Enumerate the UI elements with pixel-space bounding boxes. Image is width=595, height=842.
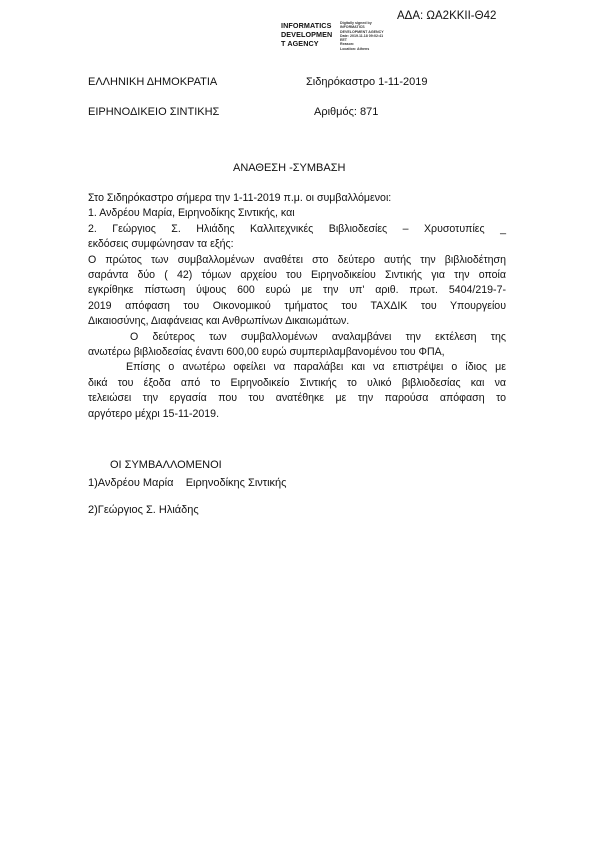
body-line: εγκρίθηκε πίστωση ύψους 600 ευρώ με την υπ' αριθ. πρωτ. 5404/219-7- bbox=[88, 284, 506, 297]
stamp-line: T AGENCY bbox=[281, 39, 319, 48]
body-line: 1. Ανδρέου Μαρία, Ειρηνοδίκης Σιντικής, και bbox=[88, 207, 295, 220]
body-line: 2019 απόφαση του Οικονομικού τμήματος του ΤΑΧΔΙΚ του Υπουργείου bbox=[88, 299, 506, 312]
digital-signature-details: Digitally signed by INFORMATICS DEVELOPMENT AGENCY Date: 2019.11.18 09:02:41 EET Reason: Location: Athens bbox=[340, 21, 384, 51]
body-line: Ο πρώτος των συμβαλλομένων αναθέτει στο δεύτερο αυτής την βιβλιοδέτηση bbox=[88, 253, 506, 266]
party-2-signature: 2)Γεώργιος Σ. Ηλιάδης bbox=[88, 504, 199, 516]
place-date: Σιδηρόκαστρο 1-11-2019 bbox=[306, 76, 428, 88]
body-line: τελειώσει την εργασία που του ανατέθηκε με την παρούσα απόφαση το bbox=[88, 392, 506, 405]
body-line: Επίσης ο ανωτέρω οφείλει να παραλάβει και να επιστρέψει ο ίδιος με bbox=[126, 361, 506, 374]
republic-heading: ΕΛΛΗΝΙΚΗ ΔΗΜΟΚΡΑΤΙΑ bbox=[88, 76, 218, 88]
document-title: ΑΝΑΘΕΣΗ -ΣΥΜΒΑΣΗ bbox=[233, 162, 346, 174]
document-number: Αριθμός: 871 bbox=[314, 106, 379, 118]
stamp-line: DEVELOPMEN bbox=[281, 30, 333, 39]
body-line: εκδόσεις συμφώνησαν τα εξής: bbox=[88, 238, 234, 251]
party-1-signature: 1)Ανδρέου Μαρία Ειρηνοδίκης Σιντικής bbox=[88, 477, 287, 489]
body-line: αργότερο μέχρι 15-11-2019. bbox=[88, 407, 220, 420]
body-line: Ο δεύτερος των συμβαλλομένων αναλαμβάνει την εκτέλεση της bbox=[130, 330, 506, 343]
stamp-line: INFORMATICS bbox=[281, 21, 332, 30]
body-line: δικά του έξοδα από το Ειρηνοδικείο Σιντικής το υλικό βιβλιοδεσίας και να bbox=[88, 376, 506, 389]
court-heading: ΕΙΡΗΝΟΔΙΚΕΙΟ ΣΙΝΤΙΚΗΣ bbox=[88, 106, 220, 118]
ada-code: ΑΔΑ: ΩΑ2ΚΚΙΙ-Θ42 bbox=[397, 10, 497, 22]
document-body bbox=[88, 191, 506, 422]
digital-signature-stamp bbox=[281, 21, 332, 48]
signatures-heading: ΟΙ ΣΥΜΒΑΛΛΟΜΕΝΟΙ bbox=[110, 459, 222, 471]
body-line: 2. Γεώργιος Σ. Ηλιάδης Καλλιτεχνικές Βιβλιοδεσίες – Χρυσοτυπίες _ bbox=[88, 222, 506, 235]
body-line: Δικαιοσύνης, Διαφάνειας και Ανθρωπίνων Δικαιωμάτων. bbox=[88, 315, 350, 328]
body-line: σαράντα δύο ( 42) τόμων αρχείου του Ειρηνοδικείου Σιντικής για την οποία bbox=[88, 269, 506, 282]
body-line: Στο Σιδηρόκαστρο σήμερα την 1-11-2019 π.μ. οι συμβαλλόμενοι: bbox=[88, 192, 392, 204]
body-line: ανωτέρω βιβλιοδεσίας έναντι 600,00 ευρώ συμπεριλαμβανομένου του ΦΠΑ, bbox=[88, 346, 445, 359]
